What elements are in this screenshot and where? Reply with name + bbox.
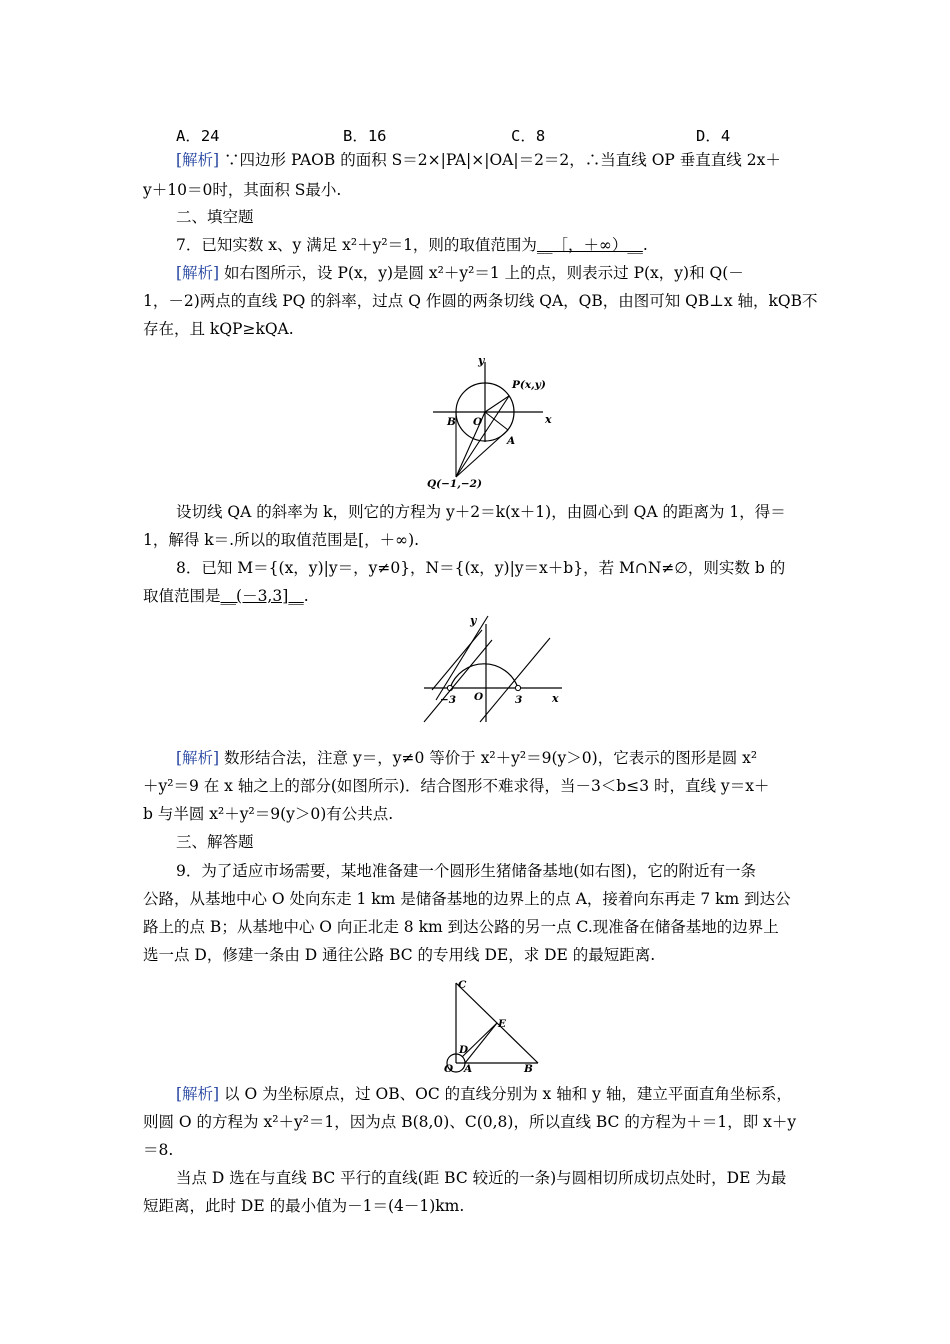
q6-solution-line: [解析] ∵四边形 PAOB 的面积 S＝2×|PA|×|OA|＝2＝2，∴当直线 OP 垂直直线 2x＋ xyxy=(176,151,781,169)
fig1-p-label: P(x,y) xyxy=(512,379,546,391)
solution-tag: [解析] xyxy=(176,151,220,169)
solution-tag: [解析] xyxy=(176,749,220,767)
semicircle xyxy=(450,664,518,688)
q8-question-line-2: 取值范围是__(－3,3]__. xyxy=(143,587,309,605)
q9-solution-line-2: 则圆 O 的方程为 x²＋y²＝1，因为点 B(8,0)、C(0,8)，所以直线 BC 的方程为＋＝1，即 x＋y xyxy=(143,1113,797,1131)
fig1-y-label: y xyxy=(478,354,485,367)
q8-question: 8．已知 M＝{(x，y)|y＝，y≠0}，N＝{(x，y)|y＝x＋b}，若 M∩N≠∅，则实数 b 的 xyxy=(176,559,786,577)
q9-after-line: 当点 D 选在与直线 BC 平行的直线(距 BC 较近的一条)与圆相切所成切点处时，DE 为最 xyxy=(176,1169,787,1187)
fig2-pos3-label: 3 xyxy=(515,694,523,706)
q6-solution-line-2: y＋10＝0时，其面积 S最小. xyxy=(143,181,342,199)
q9-solution-line-3: ＝8. xyxy=(143,1141,174,1159)
figure-circle-tangents xyxy=(425,350,560,490)
q9-question-line-4: 选一点 D，修建一条由 D 通往公路 BC 的专用线 DE，求 DE 的最短距离. xyxy=(143,946,656,964)
fig3-c-label: C xyxy=(458,979,467,991)
line-op xyxy=(485,396,509,412)
q9-question: 9．为了适应市场需要，某地准备建一个圆形生猪储备基地(如右图)，它的附近有一条 xyxy=(176,862,756,880)
fig1-q-label: Q(−1,−2) xyxy=(427,478,482,490)
fig2-o-label: O xyxy=(474,691,484,703)
section-heading-answer: 三、解答题 xyxy=(176,833,254,851)
q7-after-line: 设切线 QA 的斜率为 k，则它的方程为 y＋2＝k(x＋1)，由圆心到 QA 的距离为 1，得＝ xyxy=(176,503,786,521)
q9-question-line-3: 路上的点 B；从基地中心 O 向正北走 8 km 到达公路的另一点 C.现准备在储备基地的边界上 xyxy=(143,918,779,936)
fig3-a-label: A xyxy=(464,1063,473,1075)
q9-solution-line: [解析] 以 O 为坐标原点，过 OB、OC 的直线分别为 x 轴和 y 轴，建立平面直角坐标系， xyxy=(176,1085,792,1103)
q7-after-line-2: 1，解得 k＝.所以的取值范围是[，＋∞). xyxy=(143,531,420,549)
fig3-d-label: D xyxy=(459,1044,469,1056)
q8-solution-line: [解析] 数形结合法，注意 y＝，y≠0 等价于 x²＋y²＝9(y＞0)，它表示的图形是圆 x² xyxy=(176,749,758,767)
fig3-b-label: B xyxy=(524,1063,533,1075)
section-heading-fill: 二、填空题 xyxy=(176,208,254,226)
segment-ea xyxy=(465,1023,497,1063)
figure-semicircle xyxy=(422,610,572,730)
figure-road-triangle xyxy=(440,975,550,1075)
option-a: A．24 xyxy=(176,127,220,145)
line-lower-right xyxy=(480,638,550,722)
q7-question: 7．已知实数 x、y 满足 x²＋y²＝1，则的取值范围为__［，＋∞）__. xyxy=(176,236,648,254)
fig1-b-label: B xyxy=(447,416,456,428)
solution-tag: [解析] xyxy=(176,1085,220,1103)
fig2-neg3-label: −3 xyxy=(440,694,457,706)
fig3-e-label: E xyxy=(498,1018,507,1030)
line-lower xyxy=(424,640,492,722)
q8-solution-line-2: ＋y²＝9 在 x 轴之上的部分(如图所示)．结合图形不难求得，当－3＜b≤3 时，直线 y＝x＋ xyxy=(143,777,770,795)
q8-answer: __(－3,3]__ xyxy=(220,587,304,605)
q7-solution-line-3: 存在，且 kQP≥kQA. xyxy=(143,320,294,338)
q9-question-line-2: 公路，从基地中心 O 处向东走 1 km 是储备基地的边界上的点 A，接着向东再走 7 km 到达公 xyxy=(143,890,791,908)
solution-tag: [解析] xyxy=(176,264,220,282)
fig2-x-label: x xyxy=(552,692,559,705)
line-upper xyxy=(432,630,482,690)
fig1-o-label: O xyxy=(473,416,483,428)
fig3-o-label: O xyxy=(444,1063,454,1075)
q7-solution-line: [解析] 如右图所示，设 P(x，y)是圆 x²＋y²＝1 上的点，则表示过 P(x，y)和 Q(－ xyxy=(176,264,744,282)
fig1-x-label: x xyxy=(545,413,552,426)
q7-answer: __［，＋∞）__ xyxy=(536,236,643,254)
q9-after-line-2: 短距离，此时 DE 的最小值为－1＝(4－1)km. xyxy=(143,1197,465,1215)
open-point-right xyxy=(515,685,520,690)
option-c: C．8 xyxy=(511,127,546,145)
fig2-y-label: y xyxy=(470,614,477,627)
q7-solution-line-2: 1，－2)两点的直线 PQ 的斜率，过点 Q 作圆的两条切线 QA，QB，由图可知 QB⊥x 轴，kQB不 xyxy=(143,292,818,310)
option-d: D．4 xyxy=(696,127,731,145)
fig1-a-label: A xyxy=(507,435,516,447)
q8-solution-line-3: b 与半圆 x²＋y²＝9(y＞0)有公共点. xyxy=(143,805,394,823)
option-b: B．16 xyxy=(343,127,387,145)
